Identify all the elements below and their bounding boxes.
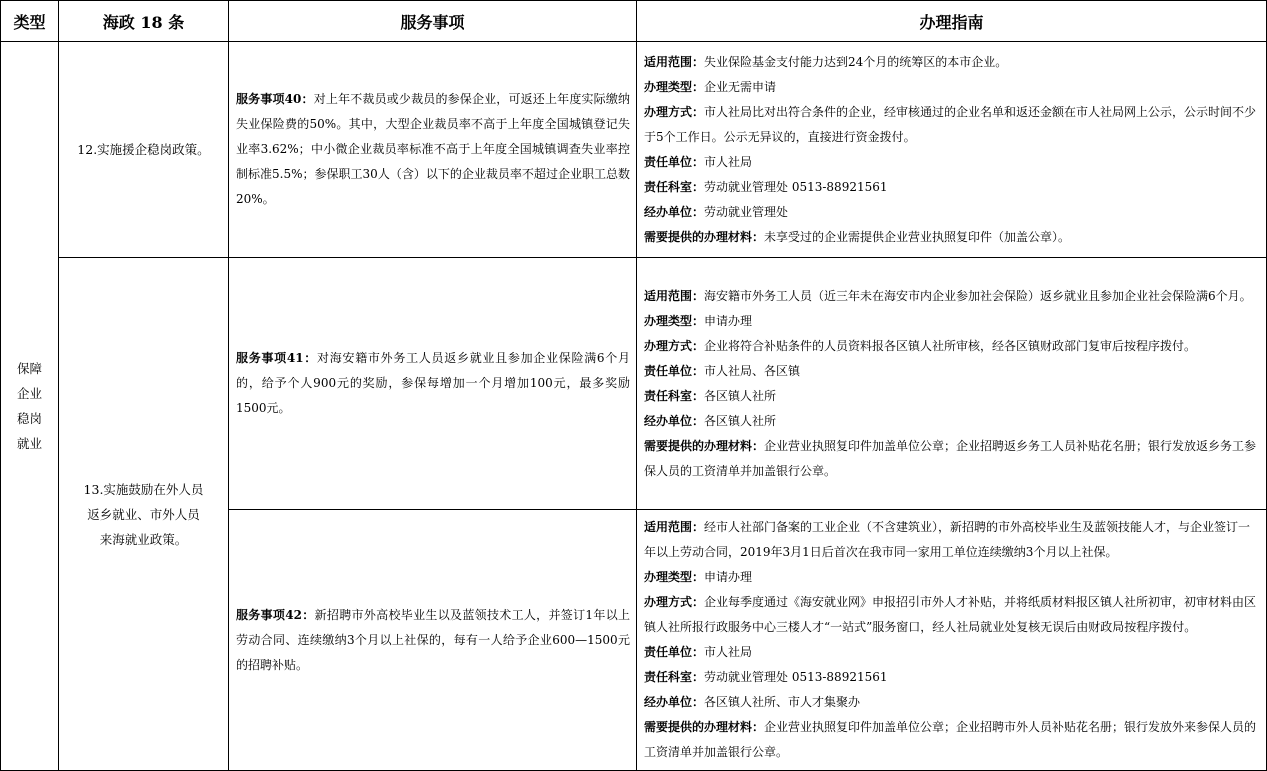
- guide-line: [644, 715, 1260, 765]
- guide-value: 企业营业执照复印件加盖单位公章；企业招聘返乡务工人员补贴花名册；银行发放返乡务工参保人员的工资清单并加盖银行公章。: [644, 438, 1257, 478]
- guide-value: 各区镇人社所: [704, 413, 777, 428]
- guide-value: 劳动就业管理处 0513-88921561: [704, 670, 888, 684]
- type-label-line: 就业: [16, 436, 42, 451]
- guide-value: 失业保险基金支付能力达到24个月的统筹区的本市企业。: [704, 54, 1008, 69]
- type-label-line: 保障: [16, 361, 42, 376]
- guide-line: [644, 590, 1260, 640]
- type-label-line: 企业: [16, 386, 42, 401]
- guide-label: 适用范围：: [644, 520, 705, 534]
- header-guide: 办理指南: [637, 1, 1267, 42]
- service-text: 新招聘市外高校毕业生以及蓝领技术工人，并签订1年以上劳动合同、连续缴纳3个月以上社保的，每有一人给予企业600—1500元的招聘补贴。: [236, 607, 631, 672]
- guide-label: 责任单位：: [644, 363, 705, 378]
- guide-line: [644, 334, 1260, 359]
- guide-label: 责任科室：: [644, 388, 705, 403]
- guide-label: 办理类型：: [644, 79, 705, 94]
- guide-value: 企业将符合补贴条件的人员资料报各区镇人社所审核，经各区镇财政部门复审后按程序拨付。: [704, 338, 1197, 353]
- service-title: 服务事项41：: [236, 351, 318, 365]
- header-row: [1, 1, 1267, 42]
- policy-cell-13: [59, 258, 229, 771]
- guide-value: 企业无需申请: [704, 79, 777, 94]
- guide-line: [644, 384, 1260, 409]
- type-cell: [1, 42, 59, 771]
- guide-label: 经办单位：: [644, 413, 705, 428]
- service-title: 服务事项42：: [236, 607, 315, 622]
- guide-cell-42: [637, 510, 1267, 771]
- guide-line: [644, 640, 1260, 665]
- guide-line: [644, 284, 1260, 309]
- guide-label: 经办单位：: [644, 204, 705, 219]
- type-label-line: 稳岗: [16, 411, 42, 426]
- guide-label: 办理类型：: [644, 313, 705, 328]
- guide-line: [644, 690, 1260, 715]
- guide-line: [644, 359, 1260, 384]
- guide-label: 责任单位：: [644, 154, 705, 169]
- guide-value: 申请办理: [704, 570, 753, 584]
- guide-line: [644, 200, 1260, 225]
- guide-line: [644, 309, 1260, 334]
- guide-label: 责任科室：: [644, 670, 705, 684]
- service-cell-41: [229, 258, 637, 510]
- guide-line: [644, 150, 1260, 175]
- guide-label: 责任科室：: [644, 179, 705, 194]
- header-policy: 海政 18 条: [59, 1, 229, 42]
- guide-line: [644, 434, 1260, 484]
- guide-label: 办理方式：: [644, 104, 705, 119]
- guide-line: [644, 515, 1260, 565]
- guide-value: 市人社局、各区镇: [704, 363, 801, 378]
- guide-line: [644, 665, 1260, 690]
- guide-line: [644, 225, 1260, 250]
- service-text: 对上年不裁员或少裁员的参保企业，可返还上年度实际缴纳失业保险费的50%。其中，大型企业裁员率不高于上年度全国城镇登记失业率3.62%；中小微企业裁员率标准不高于上年度全国城镇调查失业率控制标准5.5%；参保职工30人（含）以下的企业裁员率不超过企业职工总数20%。: [236, 92, 630, 206]
- guide-value: 各区镇人社所、市人才集聚办: [704, 695, 861, 709]
- header-type: 类型: [1, 1, 59, 42]
- guide-value: 经市人社部门备案的工业企业（不含建筑业），新招聘的市外高校毕业生及蓝领技能人才，与企业签订一年以上劳动合同，2019年3月1日后首次在我市同一家用工单位连续缴纳3个月以上社保。: [644, 520, 1251, 559]
- guide-label: 需要提供的办理材料：: [644, 720, 765, 734]
- guide-line: [644, 75, 1260, 100]
- table-row: [1, 258, 1267, 510]
- guide-cell-40: [637, 42, 1267, 258]
- table-row: [1, 42, 1267, 258]
- guide-value: 劳动就业管理处 0513-88921561: [704, 179, 888, 194]
- guide-label: 需要提供的办理材料：: [644, 229, 765, 244]
- guide-line: [644, 175, 1260, 200]
- guide-label: 需要提供的办理材料：: [644, 438, 765, 453]
- guide-line: [644, 565, 1260, 590]
- guide-line: [644, 100, 1260, 150]
- policy-label-line: 13.实施鼓励在外人员: [83, 481, 204, 497]
- guide-value: 市人社局: [704, 645, 753, 659]
- service-title: 服务事项40：: [236, 92, 314, 106]
- guide-value: 申请办理: [704, 313, 753, 328]
- policy-cell-12: [59, 42, 229, 258]
- header-service: 服务事项: [229, 1, 637, 42]
- guide-value: 企业营业执照复印件加盖单位公章；企业招聘市外人员补贴花名册；银行发放外来参保人员的工资清单并加盖银行公章。: [644, 720, 1257, 759]
- policy-label: 12.实施援企稳岗政策。: [77, 142, 210, 157]
- guide-value: 企业每季度通过《海安就业网》申报招引市外人才补贴，并将纸质材料报区镇人社所初审，初审材料由区镇人社所报行政服务中心三楼人才“一站式”服务窗口，经人社局就业处复核无误后由财政局按程序拨付。: [644, 595, 1257, 634]
- service-text: 对海安籍市外务工人员返乡就业且参加企业保险满6个月的，给予个人900元的奖励，参保每增加一个月增加100元，最多奖励1500元。: [236, 351, 630, 415]
- guide-label: 适用范围：: [644, 54, 705, 69]
- guide-label: 办理方式：: [644, 338, 705, 353]
- guide-label: 适用范围：: [644, 288, 705, 303]
- guide-value: 市人社局: [704, 154, 753, 169]
- guide-label: 经办单位：: [644, 695, 705, 709]
- guide-label: 办理类型：: [644, 570, 705, 584]
- guide-value: 各区镇人社所: [704, 388, 777, 403]
- guide-value: 劳动就业管理处: [704, 204, 789, 219]
- policy-label-line: 返乡就业、市外人员: [87, 506, 200, 522]
- guide-line: [644, 50, 1260, 75]
- guide-cell-41: [637, 258, 1267, 510]
- guide-label: 责任单位：: [644, 645, 705, 659]
- guide-value: 未享受过的企业需提供企业营业执照复印件（加盖公章）。: [764, 229, 1071, 244]
- service-cell-42: [229, 510, 637, 771]
- guide-label: 办理方式：: [644, 595, 705, 609]
- service-cell-40: [229, 42, 637, 258]
- guide-value: 市人社局比对出符合条件的企业，经审核通过的企业名单和返还金额在市人社局网上公示，公示时间不少于5个工作日。公示无异议的，直接进行资金拨付。: [644, 104, 1257, 144]
- guide-value: 海安籍市外务工人员（近三年未在海安市内企业参加社会保险）返乡就业且参加企业社会保险满6个月。: [704, 288, 1252, 303]
- guide-line: [644, 409, 1260, 434]
- policy-label-line: 来海就业政策。: [99, 531, 188, 547]
